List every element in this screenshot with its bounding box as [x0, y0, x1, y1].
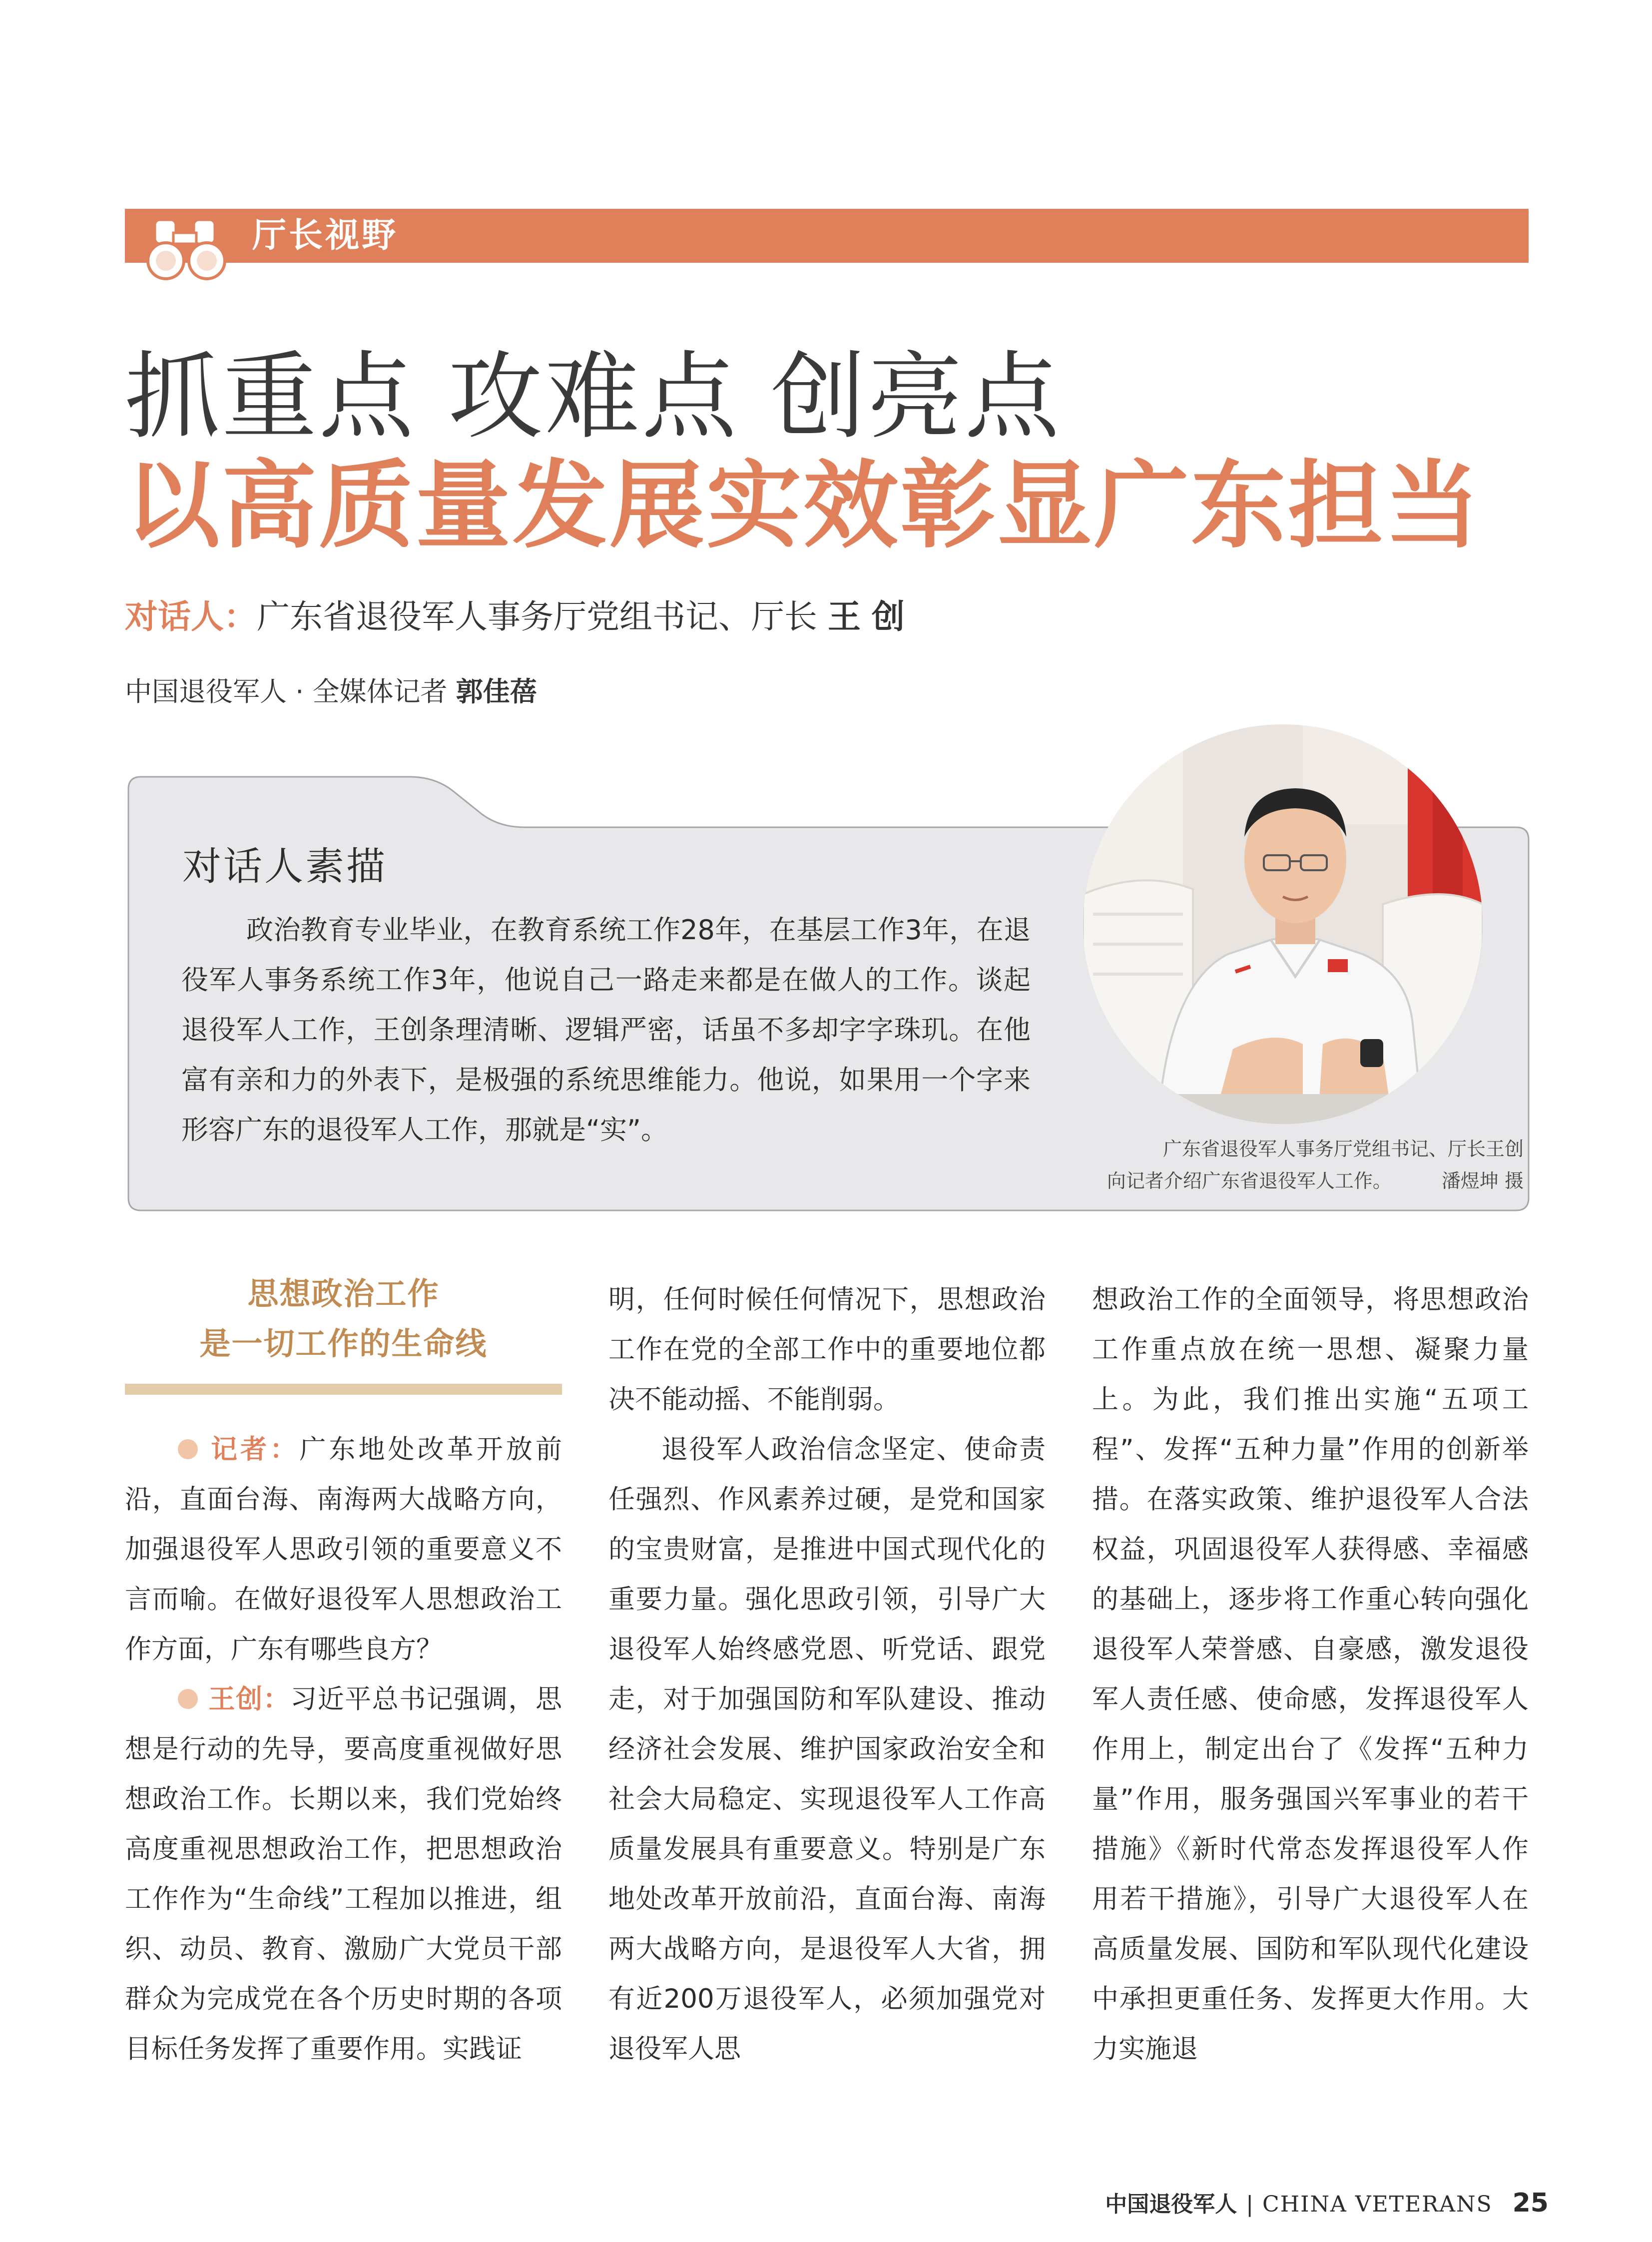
caption-text: 向记者介绍广东省退役军人工作。 — [1106, 1170, 1392, 1192]
speaker-line — [125, 594, 916, 639]
caption-line-1: 广东省退役军人事务厅党组书记、厅长王创 — [1162, 1138, 1524, 1160]
footer-separator: | — [1246, 2192, 1254, 2217]
speaker-label: 对话人： — [125, 597, 257, 636]
bullet-dot-icon — [178, 1439, 198, 1459]
answer-label: 王创： — [208, 1684, 291, 1714]
article-column-1 — [125, 1425, 562, 2074]
binoculars-icon — [146, 215, 231, 285]
photo-caption — [1064, 1133, 1524, 1197]
paragraph: 退役军人政治信念坚定、使命责任强烈、作风素养过硬，是党和国家的宝贵财富，是推进中国式现代化的重要力量。强化思政引领，引导广大退役军人始终感党恩、听党话、跟党走，对于加强国防和军队建设、推动经济社会发展、维护国家政治安全和社会大局稳定、实现退役军人工作高质量发展具有重要意义。特别是广东地处改革开放前沿，直面台海、南海两大战略方向，是退役军人大省，拥有近200万退役军人，必须加强党对退役军人思 — [608, 1434, 1046, 2064]
section-heading-line-2: 是一切工作的生命线 — [199, 1325, 488, 1362]
paragraph-continuation: 想政治工作的全面领导，将思想政治工作重点放在统一思想、凝聚力量上。为此，我们推出实施“五项工程”、发挥“五种力量”作用的创新举措。在落实政策、维护退役军人合法权益，巩固退役军人获得感、幸福感的基础上，逐步将工作重心转向强化退役军人荣誉感、自豪感，激发退役军人责任感、使命感，发挥退役军人作用上，制定出台了《发挥“五种力量”作用，服务强国兴军事业的若干措施》《新时代常态发挥退役军人作用若干措施》，引导广大退役军人在高质量发展、国防和军队现代化建设中承担更重任务、发挥更大作用。大力实施退 — [1092, 1284, 1529, 2064]
profile-text — [181, 905, 1031, 1155]
section-heading — [125, 1269, 562, 1369]
article-column-2 — [608, 1275, 1046, 2074]
magazine-english-name: CHINA VETERANS — [1262, 2192, 1493, 2217]
byline — [125, 672, 537, 712]
page-footer — [1099, 2183, 1549, 2225]
question-paragraph — [125, 1425, 562, 1675]
speaker-name: 王创 — [827, 597, 916, 636]
reporter-name: 郭佳蓓 — [456, 676, 537, 707]
section-title: 厅长视野 — [252, 216, 399, 255]
question-text: 广东地处改革开放前沿，直面台海、南海两大战略方向，加强退役军人思政引领的重要意义不言而喻。在做好退役军人思想政治工作方面，广东有哪些良方？ — [125, 1434, 562, 1665]
profile-paragraph: 政治教育专业毕业，在教育系统工作28年，在基层工作3年，在退役军人事务系统工作3年，他说自己一路走来都是在做人的工作。谈起退役军人工作，王创条理清晰、逻辑严密，话虽不多却字字珠玑。在他富有亲和力的外表下，是极强的系统思维能力。他说，如果用一个字来形容广东的退役军人工作，那就是“实”。 — [181, 914, 1031, 1145]
bullet-dot-icon — [178, 1689, 198, 1709]
caption-line-2 — [1064, 1165, 1524, 1197]
page-number: 25 — [1512, 2188, 1549, 2218]
section-rule — [125, 1384, 562, 1395]
question-label: 记者： — [208, 1434, 300, 1465]
magazine-name: 中国退役军人 — [1105, 2192, 1237, 2217]
headline-line-1: 抓重点 攻难点 创亮点 — [125, 342, 1062, 452]
byline-prefix: 中国退役军人 · 全媒体记者 — [125, 676, 456, 707]
paragraph-continuation: 明，任何时候任何情况下，思想政治工作在党的全部工作中的重要地位都决不能动摇、不能削弱。 — [608, 1284, 1046, 1415]
photographer-credit: 潘煜坤 摄 — [1441, 1170, 1524, 1192]
headline-line-2: 以高质量发展实效彰显广东担当 — [125, 451, 1482, 561]
profile-heading: 对话人素描 — [182, 844, 388, 889]
speaker-title: 广东省退役军人事务厅党组书记、厅长 — [257, 597, 828, 636]
answer-paragraph — [125, 1675, 562, 2074]
portrait-illustration — [1083, 724, 1483, 1124]
answer-text: 习近平总书记强调，思想是行动的先导，要高度重视做好思想政治工作。长期以来，我们党始终高度重视思想政治工作，把思想政治工作作为“生命线”工程加以推进，组织、动员、教育、激励广大党员干部群众为完成党在各个历史时期的各项目标任务发挥了重要作用。实践证 — [125, 1684, 562, 2064]
article-column-3 — [1092, 1275, 1529, 2074]
section-heading-line-1: 思想政治工作 — [247, 1275, 440, 1312]
portrait-photo — [1083, 724, 1483, 1124]
